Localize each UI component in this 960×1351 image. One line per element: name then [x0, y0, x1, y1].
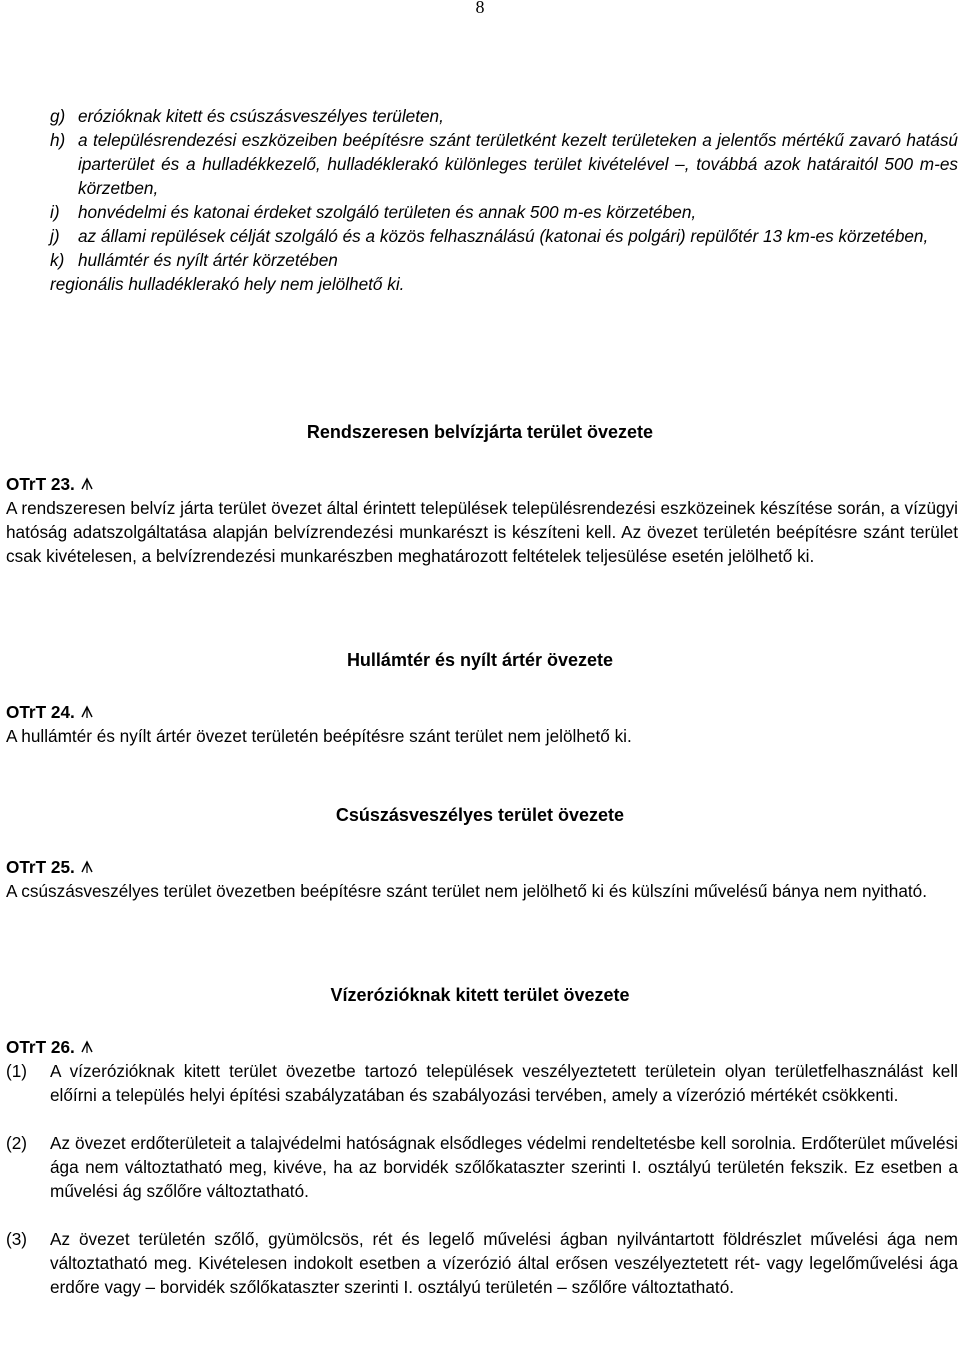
article-body: A csúszásveszélyes terület övezetben beépítésre szánt terület nem jelölhető ki és külszíni művelésű bánya nem nyitható.: [6, 881, 927, 901]
footnote-marker-icon: [81, 860, 93, 874]
list-item-label: j): [50, 226, 60, 246]
footnote-marker-icon: [81, 477, 93, 491]
article-number: OTrT 26.: [6, 1037, 75, 1057]
article-title: [6, 855, 958, 879]
exclusion-list: [50, 104, 958, 296]
article-body: A hullámtér és nyílt ártér övezet területén beépítésre szánt terület nem jelölhető ki.: [6, 726, 632, 746]
list-item-label: g): [50, 106, 66, 126]
article-otrt-26: [6, 1035, 958, 1299]
article-title: [6, 1035, 958, 1059]
paragraph-number: (3): [6, 1229, 28, 1249]
article-otrt-25: [6, 855, 958, 903]
article-title: [6, 472, 958, 496]
list-item-text: erózióknak kitett és csúszásveszélyes területen,: [78, 106, 444, 126]
footnote-marker-icon: [81, 1040, 93, 1054]
paragraph-number: (2): [6, 1133, 28, 1153]
paragraph-text: Az övezet területén szőlő, gyümölcsös, rét és legelő művelési ágban nyilvántartott földrészlet művelési ága nem változtatható meg. Kivételesen indokolt esetben a vízerózió által erősen veszélyeztetett rét- vagy legelőművelési ága erdőre vagy – borvidék szőlőkataszter szerinti I. osztályú területén – szőlőre változtatható.: [50, 1229, 958, 1297]
section-heading: Csúszásveszélyes terület övezete: [335, 805, 625, 825]
list-item-label: h): [50, 130, 66, 150]
article-title: [6, 700, 958, 724]
list-item: [50, 224, 958, 248]
numbered-paragraph: [6, 1131, 958, 1203]
page-number: 8: [475, 0, 485, 17]
numbered-paragraph: [6, 1227, 958, 1299]
list-closing: regionális hulladéklerakó hely nem jelölhető ki.: [50, 274, 405, 294]
article-otrt-24: [6, 700, 958, 748]
list-item: [50, 248, 958, 272]
list-item-label: k): [50, 250, 65, 270]
paragraph-text: A vízerózióknak kitett terület övezetbe tartozó települések veszélyeztetett területein olyan területfelhasználást kell előírni a település helyi építési szabályzatában és szabályozási tervében, amely a vízerózió mértékét csökkenti.: [50, 1061, 958, 1105]
paragraph-number: (1): [6, 1061, 28, 1081]
numbered-paragraph: [6, 1059, 958, 1107]
section-heading: Vízerózióknak kitett terület övezete: [330, 985, 630, 1005]
article-body: A rendszeresen belvíz járta terület övezet által érintett települések településrendezési eszközeinek készítése során, a vízügyi hatóság adatszolgáltatása alapján belvízrendezési munkarészt is készíteni kell. Az övezet területén beépítésre szánt terület csak kivételesen, a belvízrendezési munkarészben meghatározott feltételek teljesülése esetén jelölhető ki.: [6, 498, 958, 566]
list-item-text: hullámtér és nyílt ártér körzetében: [78, 250, 338, 270]
article-number: OTrT 25.: [6, 857, 75, 877]
list-item: [50, 128, 958, 200]
article-otrt-23: [6, 472, 958, 568]
list-item-label: i): [50, 202, 60, 222]
section-heading: Rendszeresen belvízjárta terület övezete: [306, 422, 654, 442]
section-heading: Hullámtér és nyílt ártér övezete: [346, 650, 614, 670]
article-number: OTrT 23.: [6, 474, 75, 494]
list-item: [50, 200, 958, 224]
list-item: [50, 104, 958, 128]
list-item-text: a településrendezési eszközeiben beépítésre szánt területként kezelt területeken a jelentős mértékű zavaró hatású iparterület és a hulladékkezelő, hulladéklerakó különleges terület kivételével –, továbbá azok határaitól 500 m-es körzetben,: [78, 130, 958, 198]
footnote-marker-icon: [81, 705, 93, 719]
paragraph-text: Az övezet erdőterületeit a talajvédelmi hatóságnak elsődleges védelmi rendeltetésbe kell sorolnia. Erdőterület művelési ága nem változtatható meg, kivéve, ha az borvidék szőlőkataszter szerinti I. osztályú területén fekszik. Ez esetben a művelési ág szőlőre változtatható.: [50, 1133, 958, 1201]
list-item-text: az állami repülések célját szolgáló és a közös felhasználású (katonai és polgári) repülőtér 13 km-es körzetében,: [78, 226, 929, 246]
article-number: OTrT 24.: [6, 702, 75, 722]
list-item-text: honvédelmi és katonai érdeket szolgáló területen és annak 500 m-es körzetében,: [78, 202, 697, 222]
